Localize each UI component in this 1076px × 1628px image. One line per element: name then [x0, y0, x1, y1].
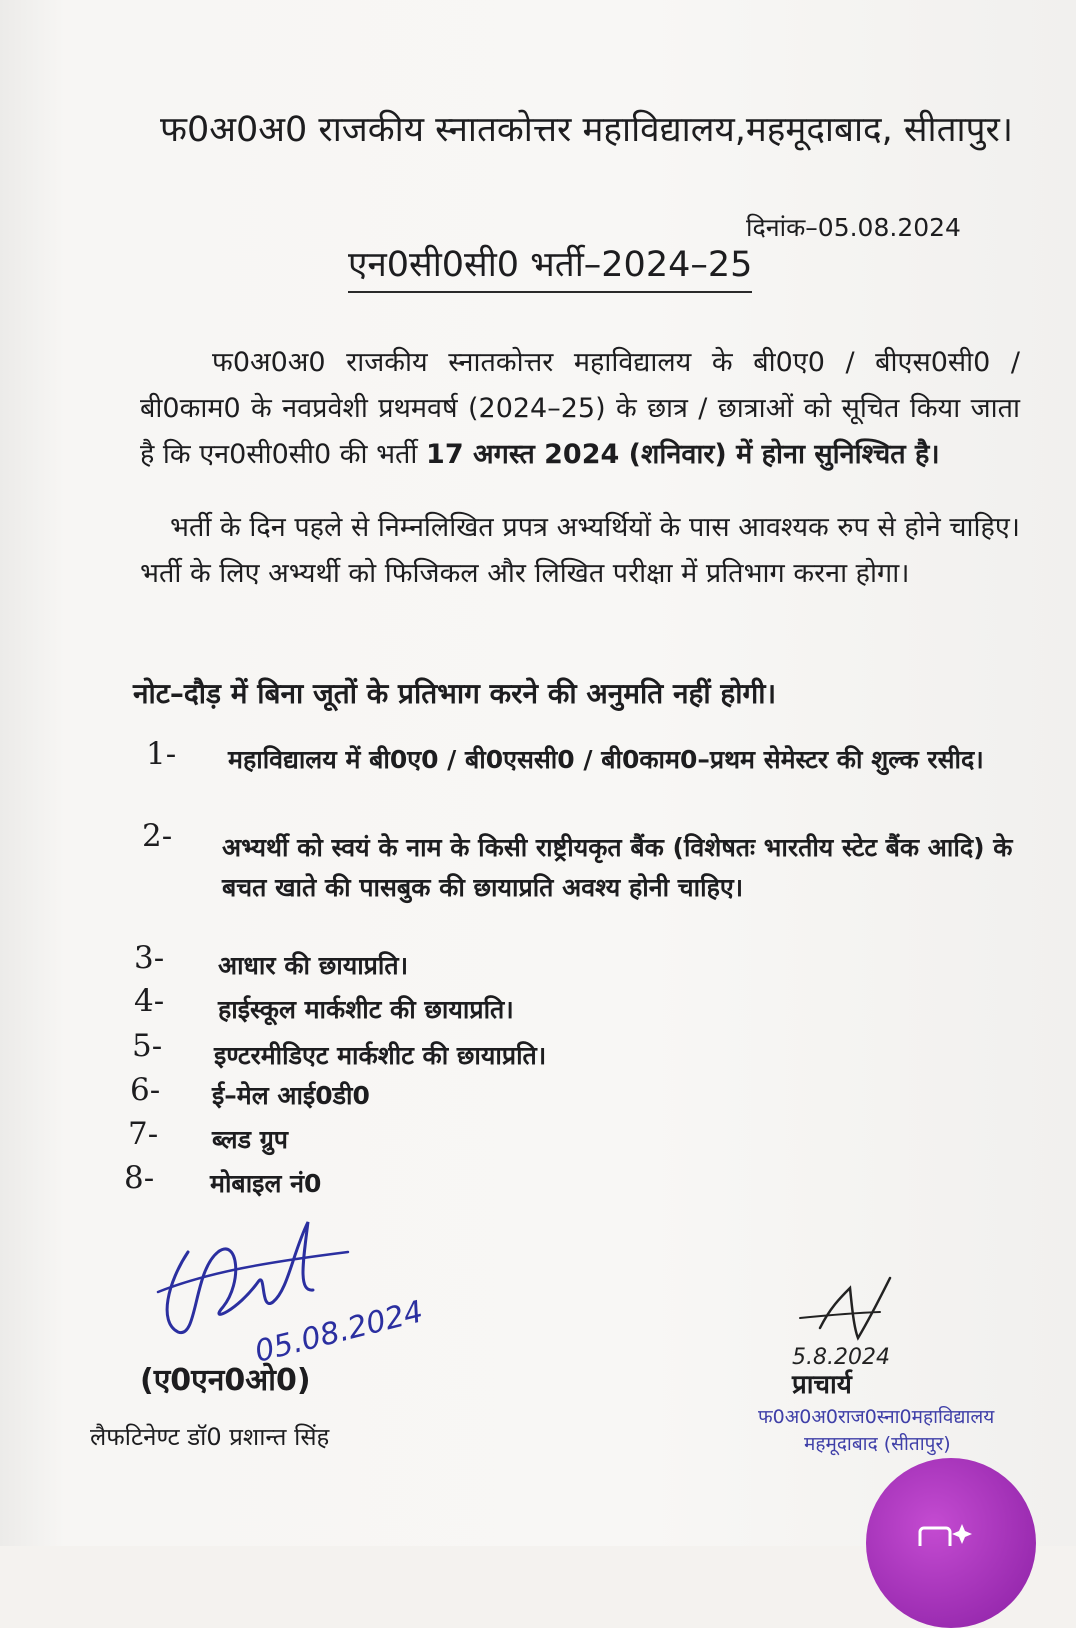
requirements-paragraph: भर्ती के दिन पहले से निम्नलिखित प्रपत्र अभ्यर्थियों के पास आवश्यक रुप से होने चाहिए। भर्ती के लिए अभ्यर्थी को फिजिकल और लिखित परीक्षा में प्रतिभाग करना होगा। — [140, 512, 1020, 589]
list-item: ब्लड ग्रुप — [212, 1125, 289, 1154]
notice-title: एन0सी0सी0 भर्ती–2024–25 — [348, 240, 752, 293]
intro-paragraph — [140, 340, 1020, 478]
list-item: इण्टरमीडिएट मार्कशीट की छायाप्रति। — [214, 1041, 547, 1070]
note-text: नोट–दौड़ में बिना जूतों के प्रतिभाग करने की अनुमति नहीं होगी। — [133, 677, 777, 710]
principal-signature-date: 5.8.2024 — [792, 1345, 890, 1370]
ano-signature-icon — [148, 1212, 448, 1372]
list-number: 8- — [124, 1160, 155, 1196]
seal-line-1: फ0अ0अ0राज0स्ना0महाविद्यालय — [758, 1406, 995, 1428]
list-item: महाविद्यालय में बी0ए0 / बी0एससी0 / बी0काम0–प्रथम सेमेस्टर की शुल्क रसीद। — [228, 745, 984, 774]
seal-line-2: महमूदाबाद (सीतापुर) — [804, 1433, 951, 1455]
ano-name: लैफटिनेण्ट डॉ0 प्रशान्त सिंह — [90, 1423, 330, 1451]
list-number: 3- — [134, 940, 165, 976]
ano-label: (ए0एन0ओ0) — [140, 1363, 311, 1398]
list-number: 2- — [142, 818, 173, 854]
list-number: 4- — [134, 983, 165, 1019]
list-number: 5- — [132, 1028, 163, 1064]
list-item: मोबाइल नं0 — [210, 1169, 322, 1198]
notice-date: दिनांक–05.08.2024 — [746, 213, 961, 242]
institution-header: फ0अ0अ0 राजकीय स्नातकोत्तर महाविद्यालय,महमूदाबाद, सीतापुर। — [160, 110, 1014, 150]
ano-signature-date: 05.08.2024 — [251, 1294, 427, 1370]
list-number: 7- — [128, 1116, 159, 1152]
list-item: ई–मेल आई0डी0 — [212, 1081, 370, 1110]
recruitment-date-text: 17 अगस्त 2024 (शनिवार) में होना सुनिश्चित है। — [426, 439, 940, 470]
list-number: 1- — [146, 736, 177, 772]
principal-label: प्राचार्य — [792, 1370, 852, 1400]
principal-signature-icon — [780, 1268, 960, 1378]
list-item: अभ्यर्थी को स्वयं के नाम के किसी राष्ट्रीयकृत बैंक (विशेषतः भारतीय स्टेट बैंक आदि) के बचत खाते की पासबुक की छायाप्रति अवश्य होनी चाहिए। — [222, 833, 1013, 902]
edit-sparkle-icon — [916, 1520, 976, 1546]
intro-text: फ0अ0अ0 राजकीय स्नातकोत्तर महाविद्यालय के बी0ए0 / बीएस0सी0 / बी0काम0 के नवप्रवेशी प्रथमवर्ष (2024–25) के छात्र / छात्राओं को सूचित किया जाता है कि एन0सी0सी0 की भर्ती — [140, 347, 1020, 470]
list-item: आधार की छायाप्रति। — [218, 951, 409, 980]
list-number: 6- — [130, 1072, 161, 1108]
list-item: हाईस्कूल मार्कशीट की छायाप्रति। — [218, 995, 514, 1024]
